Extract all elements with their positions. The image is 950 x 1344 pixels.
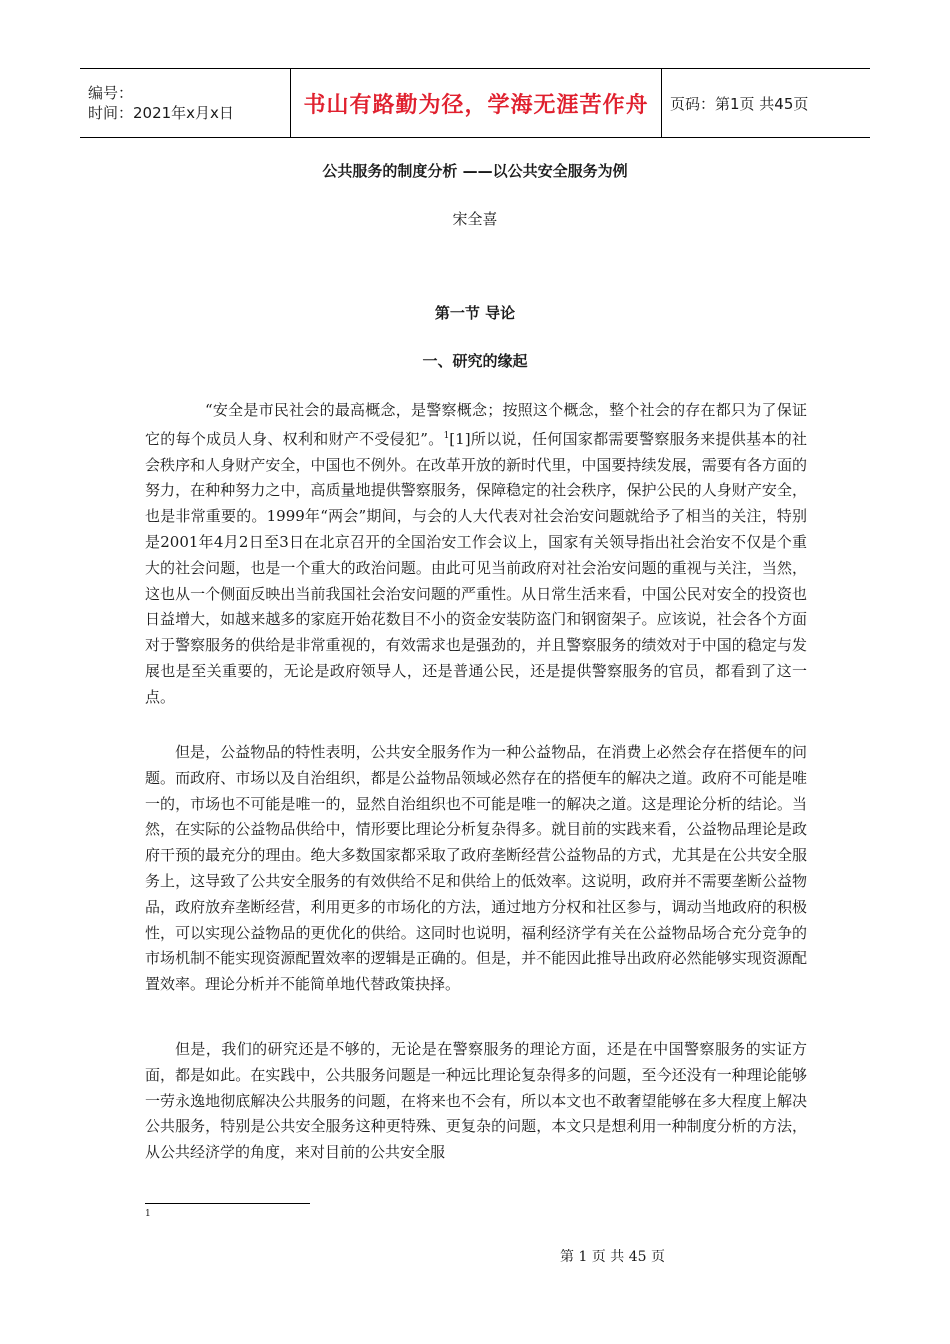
page-footer: 第 1 页 共 45 页 <box>560 1249 665 1265</box>
document-header <box>80 68 870 138</box>
motto: 书山有路勤为径，学海无涯苦作舟 <box>303 92 649 118</box>
time-label: 时间：2021年x月x日 <box>88 104 234 122</box>
header-page-info-cell <box>662 69 870 137</box>
number-label: 编号： <box>88 84 134 102</box>
subsection-heading: 一、研究的缘起 <box>422 352 528 370</box>
footnote-ref[interactable]: 1 <box>443 430 450 441</box>
header-motto-cell <box>291 69 662 137</box>
footnote-divider <box>145 1203 310 1204</box>
author: 宋全喜 <box>452 210 498 228</box>
header-meta <box>80 69 291 137</box>
paragraph-3: 但是，我们的研究还是不够的，无论是在警察服务的理论方面，还是在中国警察服务的实证方面，都是如此。在实践中，公共服务问题是一种远比理论复杂得多的问题，至今还没有一种理论能够一劳永逸地彻底解决公共服务的问题，在将来也不会有，所以本文也不敢奢望能够在多大程度上解决公共服务，特别是公共安全服务这种更特殊、更复杂的问题，本文只是想利用一种制度分析的方法，从公共经济学的角度，来对目前的公共安全服 <box>145 1040 807 1162</box>
paragraph-1 <box>145 398 807 711</box>
document-title: 公共服务的制度分析 ——以公共安全服务为例 <box>322 162 628 180</box>
paragraph-1-body: [1]所以说，任何国家都需要警察服务来提供基本的社会秩序和人身财产安全，中国也不例外。在改革开放的新时代里，中国要持续发展，需要有各方面的努力，在种种努力之中，高质量地提供警察服务，保障稳定的社会秩序，保护公民的人身财产安全，也是非常重要的。1999年“两会”期间，与会的人大代表对社会治安问题就给予了相当的关注，特别是2001年4月2日至3日在北京召开的全国治安工作会议上，国家有关领导指出社会治安不仅是个重大的社会问题，也是一个重大的政治问题。由此可见当前政府对社会治安问题的重视与关注，当然，这也从一个侧面反映出当前我国社会治安问题的严重性。从日常生活来看，中国公民对安全的投资也日益增大，如越来越多的家庭开始花数目不小的资金安装防盗门和钢窗架子。应该说，社会各个方面对于警察服务的供给是非常重视的，有效需求也是强劲的，并且警察服务的绩效对于中国的稳定与发展也是至关重要的，无论是政府领导人，还是普通公民，还是提供警察服务的官员，都看到了这一点。 <box>145 429 808 706</box>
page-info: 页码：第1页 共45页 <box>670 94 809 113</box>
footnote-marker: 1 <box>145 1209 151 1219</box>
paragraph-2: 但是，公益物品的特性表明，公共安全服务作为一种公益物品，在消费上必然会存在搭便车的问题。而政府、市场以及自治组织，都是公益物品领域必然存在的搭便车的解决之道。政府不可能是唯一的，市场也不可能是唯一的，显然自治组织也不可能是唯一的解决之道。这是理论分析的结论。当然，在实际的公益物品供给中，情形要比理论分析复杂得多。就目前的实践来看，公益物品理论是政府干预的最充分的理由。绝大多数国家都采取了政府垄断经营公益物品的方式，尤其是在公共安全服务上，这导致了公共安全服务的有效供给不足和供给上的低效率。这说明，政府并不需要垄断公益物品，政府放弃垄断经营，利用更多的市场化的方法，通过地方分权和社区参与，调动当地政府的积极性，可以实现公益物品的更优化的供给。这同时也说明，福利经济学有关在公益物品场合充分竞争的市场机制不能实现资源配置效率的逻辑是正确的。但是，并不能因此推导出政府必然能够实现资源配置效率。理论分析并不能简单地代替政策抉择。 <box>145 743 807 994</box>
paragraph-1-quote: “安全是市民社会的最高概念，是警察概念；按照这个概念，整个社会的存在都只为了保证它的每个成员人身、权利和财产不受侵犯”。 <box>145 401 807 448</box>
section-heading: 第一节 导论 <box>434 304 516 322</box>
